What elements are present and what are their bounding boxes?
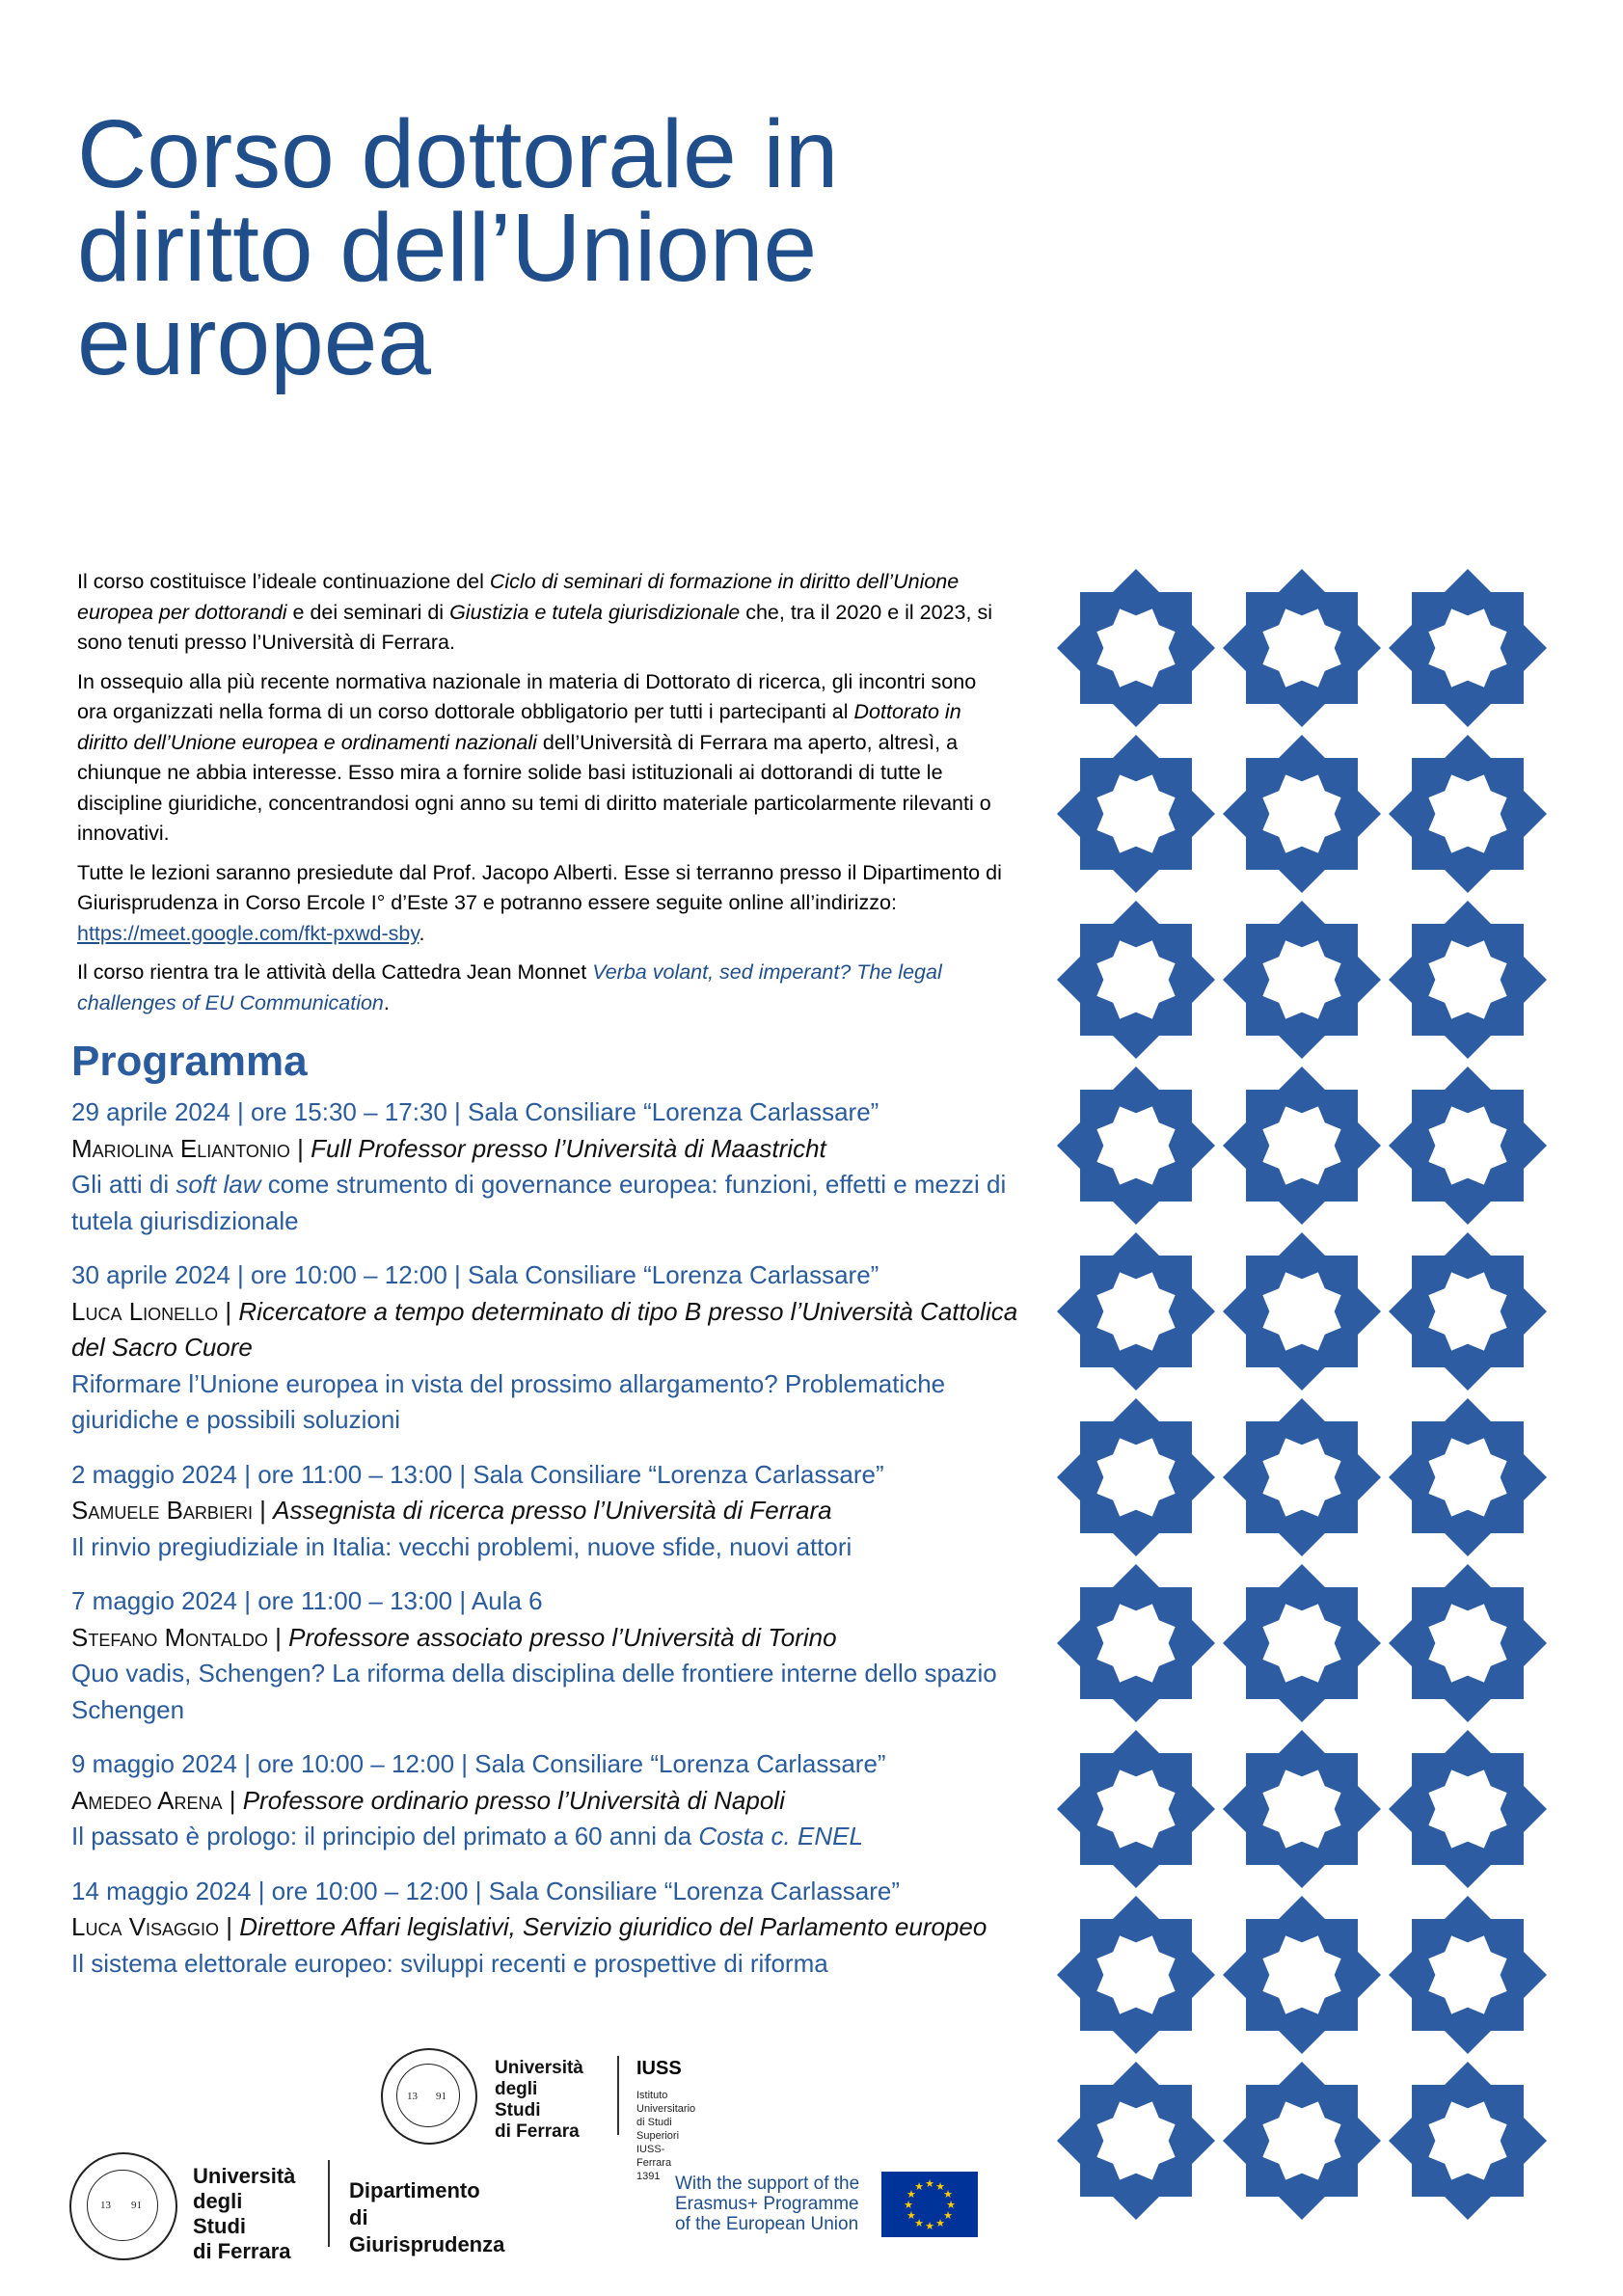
text-run: Il corso costituisce l’ideale continuazione del bbox=[77, 570, 490, 593]
event-topic bbox=[71, 1529, 1026, 1566]
unife-name bbox=[495, 2058, 583, 2143]
star-tile bbox=[1223, 735, 1381, 893]
eu-star-icon: ★ bbox=[943, 2188, 953, 2201]
text-run: Il sistema elettorale europeo: sviluppi recenti e prospettive di riforma bbox=[71, 1948, 828, 1978]
event-speaker-line bbox=[71, 1294, 1026, 1366]
program-heading: Programma bbox=[71, 1038, 308, 1085]
star-tile bbox=[1057, 1232, 1215, 1391]
speaker-name: Stefano Montaldo bbox=[71, 1622, 268, 1652]
text-run: Quo vadis, Schengen? La riforma della disciplina delle frontiere interne dello spazio Schengen bbox=[71, 1659, 997, 1724]
intro-paragraph bbox=[77, 858, 1003, 950]
eu-star-icon: ★ bbox=[914, 2217, 924, 2230]
text-run: Il passato è prologo: il principio del primato a 60 anni da bbox=[71, 1822, 699, 1850]
dept-line: di Giurisprudenza bbox=[349, 2205, 505, 2256]
event-topic bbox=[71, 1656, 1026, 1728]
unife-name-line: Università bbox=[193, 2164, 296, 2188]
speaker-role: Professore ordinario presso l’Università di Napoli bbox=[242, 1785, 785, 1815]
location-text: Tutte le lezioni saranno presiedute dal Prof. Jacopo Alberti. Esse si terranno presso il Dipartimento di Giurisprudenza in Corso Ercole I° d’Este 37 e potranno essere seguite online all’indirizzo: bbox=[77, 860, 1002, 914]
divider bbox=[617, 2056, 619, 2135]
star-tile bbox=[1389, 1730, 1547, 1888]
star-tile bbox=[1223, 1730, 1381, 1888]
star-tile bbox=[1057, 2062, 1215, 2220]
intro-paragraph bbox=[77, 667, 1003, 850]
erasmus-line: of the European Union bbox=[675, 2214, 859, 2234]
erasmus-line: Erasmus+ Programme bbox=[675, 2194, 859, 2214]
star-tile bbox=[1223, 2062, 1381, 2220]
text-run: Gli atti di bbox=[71, 1170, 176, 1199]
separator: | bbox=[267, 1622, 289, 1652]
jean-monnet-title: Verba volant, sed imperant? The legal challenges of EU Communication bbox=[77, 960, 942, 1014]
unife-name-line: degli Studi bbox=[495, 2079, 541, 2120]
event-datetime: 7 maggio 2024 | ore 11:00 – 13:00 | Aula 6 bbox=[71, 1586, 543, 1615]
divider bbox=[328, 2160, 330, 2247]
separator: | bbox=[289, 1133, 311, 1163]
speaker-name: Mariolina Eliantonio bbox=[71, 1133, 290, 1163]
star-tile bbox=[1057, 1896, 1215, 2054]
eu-star-icon: ★ bbox=[935, 2217, 945, 2230]
star-tile bbox=[1223, 1398, 1381, 1556]
speaker-name: Luca Visaggio bbox=[71, 1912, 220, 1941]
title-line: diritto dell’Unione bbox=[77, 194, 818, 302]
unife-name-line: Università bbox=[495, 2058, 583, 2078]
eu-flag-icon bbox=[881, 2172, 978, 2237]
page-title bbox=[77, 100, 1138, 395]
event-speaker-line bbox=[71, 1493, 1026, 1529]
text-run: In ossequio alla più recente normativa nazionale in materia di Dottorato di ricerca, gli incontri sono ora organizzati nella forma di un corso dottorale obbligatorio per tutti i partecipanti al bbox=[77, 669, 977, 723]
program-event bbox=[71, 1583, 1026, 1728]
program-event bbox=[71, 1257, 1026, 1439]
star-tile bbox=[1057, 1067, 1215, 1225]
event-datetime: 29 aprile 2024 | ore 15:30 – 17:30 | Sala Consiliare “Lorenza Carlassare” bbox=[71, 1097, 879, 1126]
department-name bbox=[349, 2177, 504, 2258]
event-speaker-line bbox=[71, 1783, 1026, 1820]
star-tile bbox=[1057, 1564, 1215, 1722]
eu-star-icon: ★ bbox=[935, 2179, 945, 2193]
separator: | bbox=[222, 1785, 243, 1815]
italic-run: soft law bbox=[176, 1170, 261, 1199]
intro-text bbox=[77, 567, 1003, 1027]
eu-star-icon: ★ bbox=[925, 2220, 934, 2232]
program-event bbox=[71, 1874, 1026, 1983]
star-tile bbox=[1389, 1564, 1547, 1722]
event-topic bbox=[71, 1946, 1026, 1983]
speaker-role: Professore associato presso l’Università di Torino bbox=[288, 1622, 837, 1652]
iuss-sub-line: Istituto Universitario bbox=[636, 2090, 696, 2115]
star-tile bbox=[1389, 1067, 1547, 1225]
iuss-title: IUSS bbox=[636, 2058, 682, 2079]
separator: | bbox=[219, 1912, 240, 1941]
event-topic bbox=[71, 1366, 1026, 1439]
event-datetime: 9 maggio 2024 | ore 10:00 – 12:00 | Sala Consiliare “Lorenza Carlassare” bbox=[71, 1749, 886, 1778]
star-pattern bbox=[1041, 552, 1582, 2278]
eu-star-icon: ★ bbox=[904, 2199, 913, 2211]
event-speaker-line bbox=[71, 1131, 1026, 1168]
star-tile bbox=[1057, 1730, 1215, 1888]
star-tile bbox=[1223, 1232, 1381, 1391]
event-datetime: 2 maggio 2024 | ore 11:00 – 13:00 | Sala Consiliare “Lorenza Carlassare” bbox=[71, 1459, 884, 1489]
star-tile bbox=[1223, 1896, 1381, 2054]
speaker-name: Luca Lionello bbox=[71, 1296, 219, 1326]
eu-star-icon: ★ bbox=[906, 2188, 916, 2201]
eu-star-icon: ★ bbox=[946, 2199, 956, 2211]
text-run: come strumento di governance europea: funzioni, effetti e mezzi di tutela giurisdizionale bbox=[71, 1170, 1007, 1235]
eu-star-icon: ★ bbox=[906, 2209, 916, 2222]
italic-run: Ciclo di seminari di formazione in diritto dell’Unione europea per dottorandi bbox=[77, 570, 960, 624]
event-speaker-line bbox=[71, 1620, 1026, 1657]
text-run: e dei seminari di bbox=[286, 600, 450, 624]
text-run: Riformare l’Unione europea in vista del prossimo allargamento? Problematiche giuridiche e possibili soluzioni bbox=[71, 1368, 946, 1434]
iuss-sub-line: di Studi Superiori bbox=[636, 2117, 680, 2142]
event-topic bbox=[71, 1167, 1026, 1239]
unife-name bbox=[193, 2164, 295, 2264]
event-datetime: 14 maggio 2024 | ore 10:00 – 12:00 | Sala Consiliare “Lorenza Carlassare” bbox=[71, 1876, 901, 1905]
star-tile bbox=[1057, 1398, 1215, 1556]
star-tile bbox=[1389, 1232, 1547, 1391]
program-event bbox=[71, 1094, 1026, 1239]
program-event bbox=[71, 1746, 1026, 1855]
star-tile bbox=[1223, 1067, 1381, 1225]
seal-year: 91 bbox=[436, 2091, 446, 2102]
speaker-role: Ricercatore a tempo determinato di tipo B presso l’Università Cattolica del Sacro Cuore bbox=[71, 1296, 1018, 1362]
italic-run: Costa c. ENEL bbox=[698, 1822, 863, 1850]
star-tile bbox=[1389, 1398, 1547, 1556]
star-tile bbox=[1223, 1564, 1381, 1722]
title-line: Corso dottorale in bbox=[77, 100, 839, 208]
separator: | bbox=[218, 1296, 239, 1326]
star-tile bbox=[1389, 735, 1547, 893]
intro-paragraph bbox=[77, 567, 1003, 659]
intro-paragraph bbox=[77, 958, 1003, 1018]
text-run: dell’Università di Ferrara ma aperto, altresì, a chiunque ne abbia interesse. Esso mira a fornire solide basi istituzionali ai dottorandi di tutte le discipline giuridiche, concentrandosi ogni anno su temi di diritto materiale particolarmente rilevanti o innovativi. bbox=[77, 730, 991, 845]
erasmus-support-text bbox=[675, 2174, 859, 2234]
speaker-role: Full Professor presso l’Università di Maastricht bbox=[311, 1133, 826, 1163]
speaker-role: Assegnista di ricerca presso l’Università di Ferrara bbox=[273, 1496, 832, 1525]
italic-run: Dottorato in diritto dell’Unione europea e ordinamenti nazionali bbox=[77, 700, 961, 754]
punctuation: . bbox=[383, 990, 390, 1014]
eu-star-icon: ★ bbox=[925, 2177, 934, 2190]
unife-name-line: di Ferrara bbox=[193, 2239, 291, 2263]
star-tile bbox=[1389, 901, 1547, 1059]
punctuation: . bbox=[419, 921, 425, 945]
event-speaker-line bbox=[71, 1909, 1026, 1946]
title-line: europea bbox=[77, 287, 431, 395]
program-list bbox=[71, 1094, 1026, 2000]
text-run: Il rinvio pregiudiziale in Italia: vecchi problemi, nuove sfide, nuovi attori bbox=[71, 1531, 852, 1561]
star-tile bbox=[1057, 569, 1215, 727]
unife-name-line: di Ferrara bbox=[495, 2121, 580, 2142]
event-topic bbox=[71, 1819, 1026, 1855]
iuss-subtitle bbox=[636, 2089, 695, 2183]
separator: | bbox=[252, 1496, 274, 1525]
text-run: che, tra il 2020 e il 2023, si sono tenuti presso l’Università di Ferrara. bbox=[77, 600, 992, 654]
star-tile bbox=[1057, 735, 1215, 893]
event-datetime: 30 aprile 2024 | ore 10:00 – 12:00 | Sala Consiliare “Lorenza Carlassare” bbox=[71, 1260, 879, 1289]
seal-year: 13 bbox=[100, 2200, 111, 2211]
unife-name-line: degli Studi bbox=[193, 2189, 246, 2238]
jean-monnet-text: Il corso rientra tra le attività della Cattedra Jean Monnet bbox=[77, 960, 593, 984]
eu-star-icon: ★ bbox=[943, 2209, 953, 2222]
eu-star-icon: ★ bbox=[914, 2179, 924, 2193]
unife-seal-icon bbox=[69, 2152, 177, 2260]
speaker-role: Direttore Affari legislativi, Servizio giuridico del Parlamento europeo bbox=[239, 1912, 987, 1941]
seal-year: 91 bbox=[131, 2200, 142, 2211]
star-tile bbox=[1389, 569, 1547, 727]
star-tile bbox=[1389, 1896, 1547, 2054]
meet-link[interactable]: https://meet.google.com/fkt-pxwd-sby bbox=[77, 921, 419, 945]
program-event bbox=[71, 1457, 1026, 1566]
star-tile bbox=[1223, 901, 1381, 1059]
unife-seal-icon bbox=[381, 2048, 477, 2145]
iuss-sub-line: IUSS-Ferrara 1391 bbox=[636, 2144, 672, 2182]
dept-line: Dipartimento bbox=[349, 2178, 480, 2202]
seal-year: 13 bbox=[407, 2091, 418, 2102]
erasmus-line: With the support of the bbox=[675, 2174, 860, 2194]
star-tile bbox=[1057, 901, 1215, 1059]
speaker-name: Amedeo Arena bbox=[71, 1785, 223, 1815]
speaker-name: Samuele Barbieri bbox=[71, 1496, 253, 1525]
star-tile bbox=[1223, 569, 1381, 727]
star-tile bbox=[1389, 2062, 1547, 2220]
italic-run: Giustizia e tutela giurisdizionale bbox=[449, 600, 741, 624]
